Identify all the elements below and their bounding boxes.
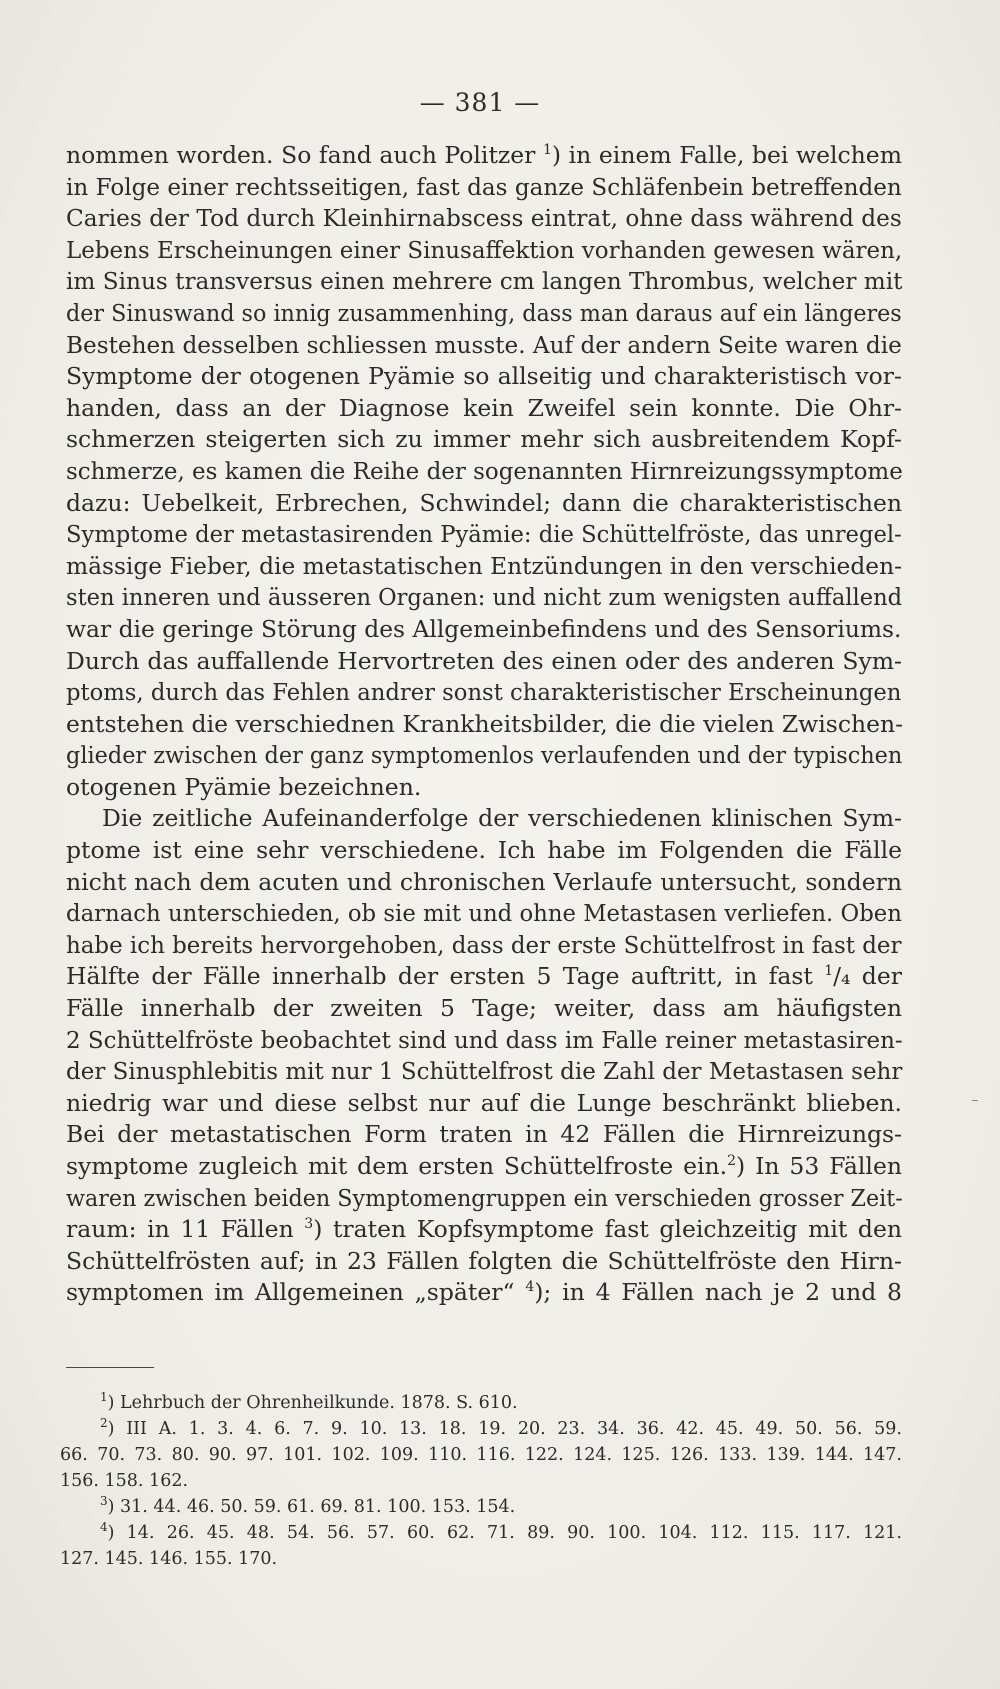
text-line-content: symptome zugleich mit dem ersten Schüttelfroste ein. — [66, 1152, 728, 1180]
text-line — [66, 1277, 902, 1309]
text-line — [66, 1119, 902, 1151]
footnote-line — [60, 1390, 902, 1416]
text-line-content: im Sinus transversus einen mehrere cm langen Thrombus, welcher mit — [66, 267, 903, 296]
text-line — [66, 330, 902, 362]
text-line — [66, 1088, 902, 1120]
text-line — [66, 298, 902, 330]
text-line — [66, 519, 902, 551]
footnote-number: 3 — [100, 1494, 108, 1508]
text-line — [66, 203, 902, 235]
text-line-content: nicht nach dem acuten und chronischen Verlaufe untersucht, sondern — [66, 867, 902, 896]
footnote-text: ) III A. 1. 3. 4. 6. 7. 9. 10. 13. 18. 19. 20. 23. 34. 36. 42. 45. 49. 50. 56. 59. — [107, 1419, 902, 1439]
text-line-content: dazu: Uebelkeit, Erbrechen, Schwindel; dann die charakteristischen — [66, 488, 902, 517]
text-line-content: ptome ist eine sehr verschiedene. Ich habe im Folgenden die Fälle — [66, 836, 902, 865]
text-line — [66, 803, 902, 835]
footnote-marker: 1 — [543, 142, 552, 158]
text-line-content: Caries der Tod durch Kleinhirnabscess eintrat, ohne dass während des — [66, 204, 902, 233]
footnote-text: 127. 145. 146. 155. 170. — [60, 1549, 278, 1569]
text-line — [66, 582, 903, 614]
text-line-content: Bestehen desselben schliessen musste. Auf der andern Seite waren die — [66, 330, 902, 359]
page-number: — 381 — — [419, 88, 541, 117]
text-line-content: ); in 4 Fällen nach je 2 und 8 — [534, 1278, 902, 1307]
footnote-marker: 3 — [304, 1216, 314, 1233]
text-line — [66, 835, 902, 867]
text-line-content: nommen worden. So fand auch Politzer — [66, 141, 543, 169]
text-line-content: ) in einem Falle, bei welchem — [551, 141, 902, 169]
text-line-content: niedrig war und diese selbst nur auf die Lunge beschränkt blieben. — [66, 1088, 902, 1117]
footnote-divider — [66, 1367, 154, 1368]
text-line — [66, 677, 902, 709]
text-line — [66, 961, 902, 993]
text-line-content: glieder zwischen der ganz symptomenlos verlaufenden und der typischen — [66, 741, 903, 770]
footnote-line — [60, 1416, 902, 1442]
text-line-content: raum: in 11 Fällen — [66, 1215, 305, 1244]
footnote-number: 2 — [100, 1416, 108, 1430]
footnote-text: ) Lehrbuch der Ohrenheilkunde. 1878. S. 610. — [107, 1393, 518, 1413]
footnote-marker: 2 — [727, 1153, 737, 1169]
text-line-content: Fälle innerhalb der zweiten 5 Tage; weiter, dass am häufigsten — [66, 994, 902, 1023]
text-line-content: Die zeitliche Aufeinanderfolge der verschiedenen klinischen Sym- — [102, 804, 902, 833]
text-line-content: ptoms, durch das Fehlen andrer sonst charakteristischer Erscheinungen — [66, 678, 902, 707]
text-line-content: der Sinusphlebitis mit nur 1 Schüttelfrost die Zahl der Metastasen sehr — [66, 1057, 903, 1086]
footnote-text: 156. 158. 162. — [60, 1471, 189, 1491]
text-line — [66, 646, 902, 678]
text-line-content: Symptome der metastasirenden Pyämie: die Schüttelfröste, das unregel- — [66, 520, 902, 549]
text-line — [66, 361, 902, 393]
footnote-line — [60, 1520, 902, 1546]
text-line-content: 2 Schüttelfröste beobachtet sind und dass im Falle reiner metastasiren- — [66, 1025, 903, 1054]
text-line — [66, 266, 903, 298]
text-line-content: in Folge einer rechtsseitigen, fast das ganze Schläfenbein betreffenden — [66, 172, 902, 201]
footnote-marker: 4 — [525, 1279, 535, 1296]
text-line-content: darnach unterschieden, ob sie mit und ohne Metastasen verliefen. Oben — [66, 899, 902, 928]
text-line-content: ) In 53 Fällen — [736, 1152, 902, 1180]
footnote-marker: 1 — [824, 963, 834, 980]
footnote-line — [60, 1468, 902, 1494]
text-line — [66, 898, 902, 930]
text-line — [66, 1183, 903, 1215]
text-line-content: handen, dass an der Diagnose kein Zweifel sein konnte. Die Ohr- — [66, 393, 902, 422]
text-line — [66, 140, 902, 172]
footnote-number: 4 — [100, 1520, 108, 1534]
text-line-content: Schüttelfrösten auf; in 23 Fällen folgten die Schüttelfröste den Hirn- — [66, 1246, 902, 1275]
text-line — [66, 1214, 902, 1246]
text-line-content: der Sinuswand so innig zusammenhing, dass man daraus auf ein längeres — [66, 298, 902, 327]
text-line-content: habe ich bereits hervorgehoben, dass der erste Schüttelfrost in fast der — [66, 930, 902, 959]
main-text-block — [66, 140, 902, 1309]
text-line — [66, 993, 902, 1025]
text-line — [66, 614, 902, 646]
text-line — [66, 551, 902, 583]
text-line-content: /₄ der — [833, 962, 902, 991]
footnote-text: 66. 70. 73. 80. 90. 97. 101. 102. 109. 110. 116. 122. 124. 125. 126. 133. 139. 144. 147. — [60, 1445, 902, 1465]
text-line — [66, 709, 902, 741]
footnote-text: ) 31. 44. 46. 50. 59. 61. 69. 81. 100. 153. 154. — [107, 1497, 516, 1517]
margin-mark — [972, 1100, 978, 1101]
text-line-content: Bei der metastatischen Form traten in 42 Fällen die Hirnreizungs- — [66, 1120, 902, 1149]
text-line — [66, 1246, 902, 1278]
text-line-content: otogenen Pyämie bezeichnen. — [66, 772, 422, 801]
text-line-content: symptomen im Allgemeinen „später“ — [66, 1278, 526, 1307]
text-line — [66, 1151, 902, 1183]
text-line — [66, 456, 903, 488]
text-line — [66, 930, 902, 962]
footnote-line — [60, 1546, 902, 1572]
footnotes-block — [60, 1390, 902, 1572]
text-line — [66, 1025, 903, 1057]
text-line — [66, 235, 903, 267]
text-line-content: schmerze, es kamen die Reihe der sogenannten Hirnreizungssymptome — [66, 456, 903, 485]
text-line-content: Hälfte der Fälle innerhalb der ersten 5 Tage auftritt, in fast — [66, 962, 825, 991]
text-line-content: Durch das auffallende Hervortreten des einen oder des anderen Sym- — [66, 646, 902, 675]
text-line — [66, 172, 902, 204]
footnote-text: ) 14. 26. 45. 48. 54. 56. 57. 60. 62. 71. 89. 90. 100. 104. 112. 115. 117. 121. — [107, 1523, 902, 1543]
text-line-content: schmerzen steigerten sich zu immer mehr sich ausbreitendem Kopf- — [66, 425, 902, 454]
text-line — [66, 740, 903, 772]
text-line-content: mässige Fieber, die metastatischen Entzündungen in den verschieden- — [66, 551, 902, 580]
text-line-content: Lebens Erscheinungen einer Sinusaffektion vorhanden gewesen wären, — [66, 235, 903, 264]
text-line-content: sten inneren und äusseren Organen: und nicht zum wenigsten auffallend — [66, 583, 903, 612]
text-line-content: waren zwischen beiden Symptomengruppen ein verschieden grosser Zeit- — [66, 1183, 903, 1212]
text-line — [66, 488, 902, 520]
footnote-line — [60, 1442, 902, 1468]
footnote-number: 1 — [100, 1390, 108, 1404]
text-line-content: entstehen die verschiednen Krankheitsbilder, die die vielen Zwischen- — [66, 709, 904, 738]
footnote-line — [60, 1494, 902, 1520]
text-line-content: war die geringe Störung des Allgemeinbefindens und des Sensoriums. — [66, 614, 902, 643]
text-line-content: Symptome der otogenen Pyämie so allseitig und charakteristisch vor- — [66, 362, 902, 391]
text-line — [66, 772, 902, 804]
text-line — [66, 424, 902, 456]
text-line — [66, 393, 902, 425]
text-line — [66, 867, 902, 899]
text-line-content: ) traten Kopfsymptome fast gleichzeitig mit den — [313, 1215, 902, 1244]
text-line — [66, 1056, 903, 1088]
